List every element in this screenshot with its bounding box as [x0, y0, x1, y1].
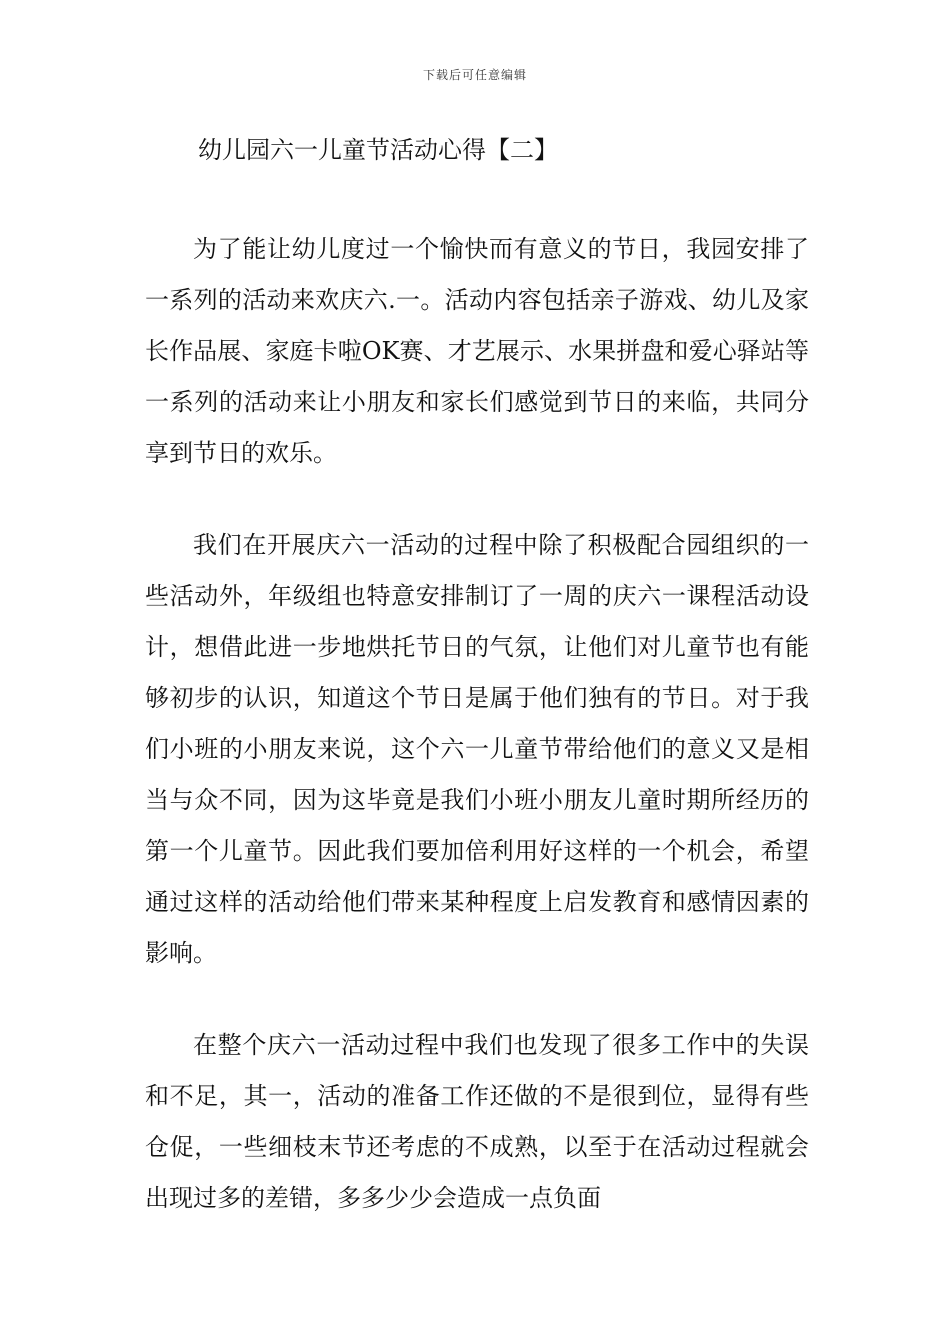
paragraph-3: 在整个庆六一活动过程中我们也发现了很多工作中的失误和不足，其一，活动的准备工作还做的不是很到位，显得有些仓促，一些细枝末节还考虑的不成熟，以至于在活动过程就会出现过多的差错，多多少少会造成一点负面: [145, 1031, 809, 1212]
paragraph-2: 我们在开展庆六一活动的过程中除了积极配合园组织的一些活动外，年级组也特意安排制订了一周的庆六一课程活动设计，想借此进一步地烘托节日的气氛，让他们对儿童节也有能够初步的认识，知道这个节日是属于他们独有的节日。对于我们小班的小朋友来说，这个六一儿童节带给他们的意义又是相当与众不同，因为这毕竟是我们小班小朋友儿童时期所经历的第一个儿童节。因此我们要加倍利用好这样的一个机会，希望通过这样的活动给他们带来某种程度上启发教育和感情因素的影响。: [145, 531, 809, 967]
header-note: 下载后可任意编辑: [422, 68, 527, 82]
document-title: 幼儿园六一儿童节活动心得【二】: [198, 136, 558, 164]
paragraph-1: 为了能让幼儿度过一个愉快而有意义的节日，我园安排了一系列的活动来欢庆六.一。活动内容包括亲子游戏、幼儿及家长作品展、家庭卡啦OK赛、才艺展示、水果拼盘和爱心驿站等一系列的活动来让小朋友和家长们感觉到节日的来临，共同分享到节日的欢乐。: [145, 235, 809, 467]
